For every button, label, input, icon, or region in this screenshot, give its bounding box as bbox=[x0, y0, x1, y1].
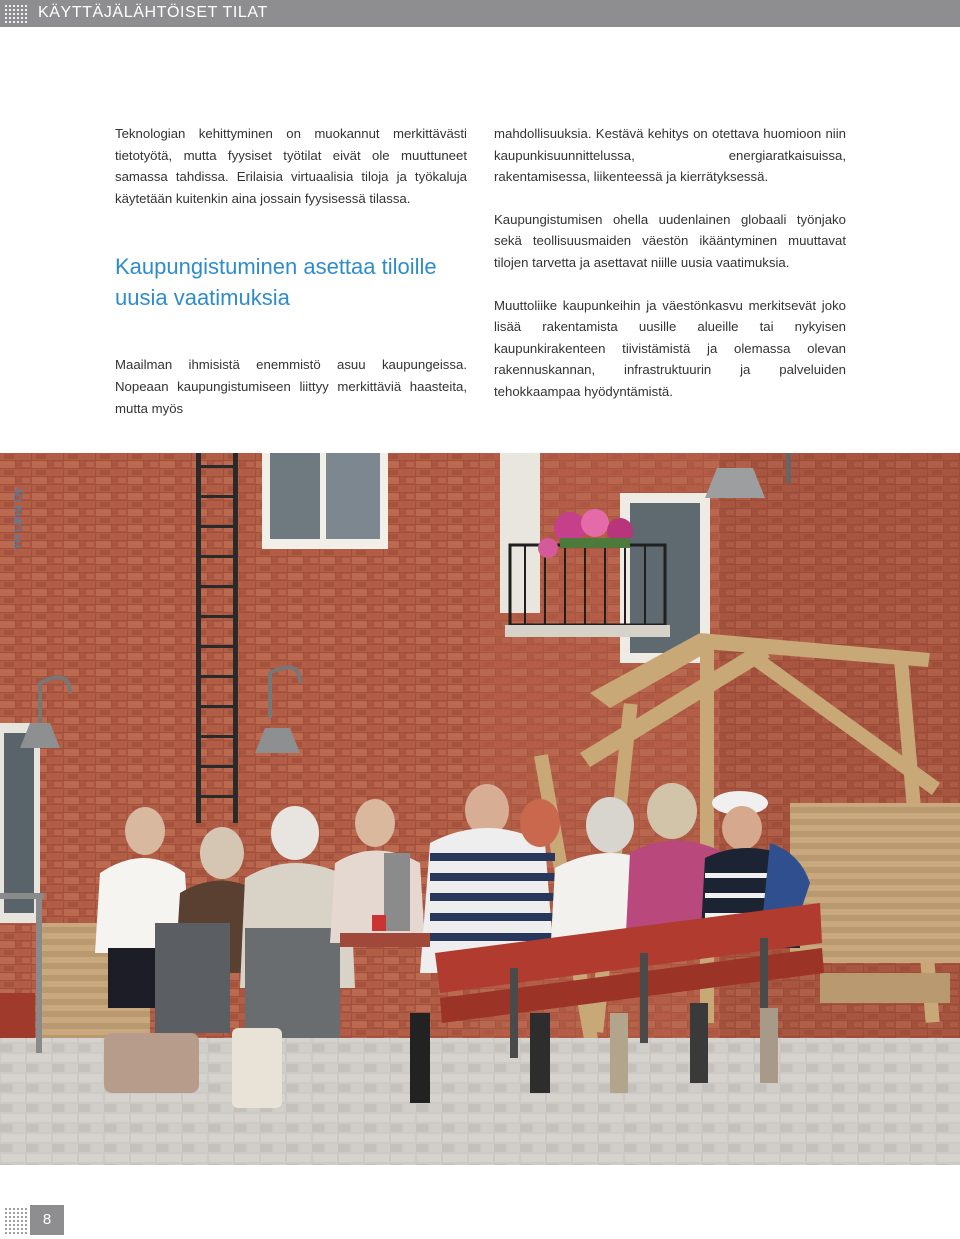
right-text-column bbox=[494, 123, 846, 403]
photo-credit bbox=[6, 478, 30, 558]
section-heading: Kaupungistuminen asettaa tiloille uusia vaatimuksia bbox=[115, 254, 437, 311]
urbanization-paragraph: Maailman ihmisistä enemmistö asuu kaupungeissa. Nopeaan kaupungistumiseen liittyy merkittäviä haasteita, mutta myös bbox=[115, 357, 467, 416]
left-text-column bbox=[115, 123, 467, 419]
intro-paragraph: Teknologian kehittyminen on muokannut merkittävästi tietotyötä, mutta fyysiset työtilat eivät ole muuttuneet samassa tahdissa. Erilaisia virtuaalisia tiloja ja työkaluja käytetään kuitenkin aina jossain fyysisessä tilassa. bbox=[115, 126, 467, 206]
globalization-paragraph: Kaupungistumisen ohella uudenlainen globaali työnjako sekä teollisuusmaiden väestön ikääntyminen muuttavat tilojen tarvetta ja asettavat niille uusia vaatimuksia. bbox=[494, 211, 846, 270]
section-title: KÄYTTÄJÄLÄHTÖISET TILAT bbox=[38, 4, 268, 21]
page-number: 8 bbox=[30, 1205, 64, 1235]
courtyard-photo bbox=[0, 453, 960, 1165]
photo-credit-text: YH Länsi Oy bbox=[12, 488, 24, 550]
footer-dot-grid-icon bbox=[4, 1207, 28, 1235]
dot-grid-logo-icon bbox=[4, 4, 28, 24]
section-header bbox=[0, 0, 960, 27]
sustainability-paragraph: mahdollisuuksia. Kestävä kehitys on otettava huomioon niin kaupunkisuunnittelussa, energiaratkaisuissa, rakentamisessa, liikenteessä ja kierrätyksessä. bbox=[494, 126, 846, 185]
migration-paragraph: Muuttoliike kaupunkeihin ja väestönkasvu merkitsevät joko lisää rakentamista uusille alueille tai nykyisen kaupunkirakenteen tiivistämistä ja olemassa olevan rakennuskannan, infrastruktuurin ja palveluiden tehokkaampaa hyödyntämistä. bbox=[494, 297, 846, 399]
